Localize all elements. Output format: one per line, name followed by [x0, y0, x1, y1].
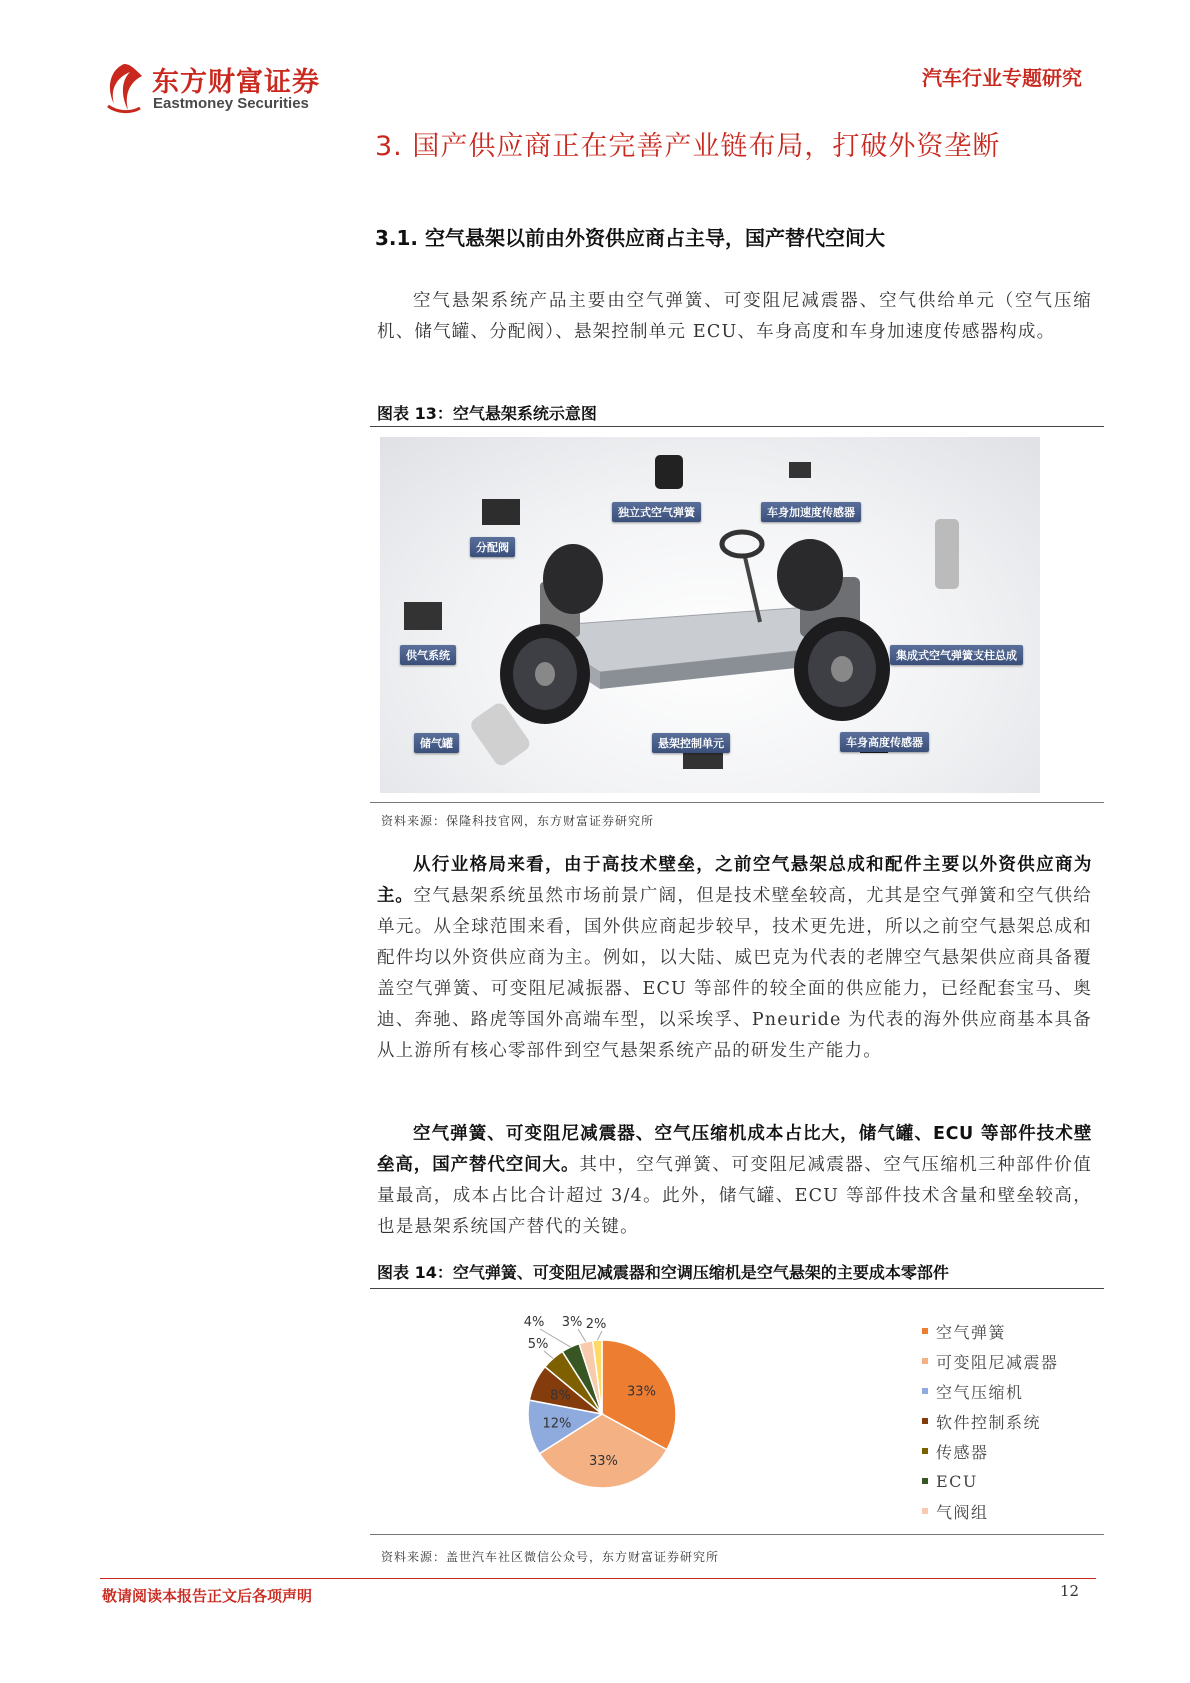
- label-air-supply-system: 供气系统: [400, 645, 456, 665]
- pie-legend: [922, 1316, 1059, 1526]
- legend-swatch: [922, 1328, 928, 1334]
- legend-label: 气阀组: [936, 1502, 989, 1522]
- pie-leader-4: [544, 1351, 553, 1358]
- logo-chinese-name: 东方财富证券: [152, 67, 320, 98]
- label-independent-air-spring: 独立式空气弹簧: [612, 502, 701, 522]
- paragraph-bold-lead: 空气弹簧、可变阻尼减震器、空气压缩机成本占比大，储气罐、ECU 等部件技术壁垒高，国产替代空间大。: [377, 1124, 1092, 1175]
- legend-label: 软件控制系统: [936, 1412, 1042, 1432]
- legend-item-1: [922, 1346, 1059, 1376]
- paragraph-cost-structure: [377, 1119, 1092, 1243]
- pie-label-0: 33%: [627, 1384, 656, 1400]
- paragraph-text: 空气悬架系统产品主要由空气弹簧、可变阻尼减震器、空气供给单元（空气压缩机、储气罐、分配阀）、悬架控制单元 ECU、车身高度和车身加速度传感器构成。: [377, 291, 1092, 342]
- page-number: 12: [1060, 1582, 1080, 1600]
- legend-item-6: [922, 1496, 1059, 1526]
- figure-top-rule: [370, 426, 1104, 427]
- label-air-tank: 储气罐: [414, 733, 459, 753]
- footer-disclaimer: 敬请阅读本报告正文后各项声明: [102, 1587, 313, 1605]
- paragraph-text: 空气悬架系统虽然市场前景广阔，但是技术壁垒较高，尤其是空气弹簧和空气供给单元。从全球范围来看，国外供应商起步较早，技术更先进，所以之前空气悬架总成和配件均以外资供应商为主。例如，以大陆、威巴克为代表的老牌空气悬架供应商具备覆盖空气弹簧、可变阻尼减振器、ECU 等部件的较全面的供应能力，已经配套宝马、奥迪、奔驰、路虎等国外高端车型，以采埃孚、Pneuride 为代表的海外供应商基本具备从上游所有核心零部件到空气悬架系统产品的研发生产能力。: [377, 886, 1093, 1061]
- eastmoney-logo-icon: [100, 60, 148, 116]
- pie-label-7: 2%: [585, 1317, 607, 1332]
- figure-top-rule: [370, 1288, 1104, 1289]
- logo-english-name: Eastmoney Securities: [153, 95, 309, 112]
- label-distribution-valve: 分配阀: [470, 537, 515, 557]
- pie-label-1: 33%: [588, 1453, 618, 1469]
- label-acceleration-sensor: 车身加速度传感器: [761, 502, 861, 522]
- air-suspension-diagram: [380, 437, 1040, 793]
- pie-label-2: 12%: [542, 1416, 572, 1432]
- company-logo: [100, 60, 345, 116]
- label-suspension-ecu: 悬架控制单元: [652, 733, 730, 753]
- pie-label-5: 4%: [523, 1315, 545, 1330]
- paragraph-text: 其中，空气弹簧、可变阻尼减震器、空气压缩机三种部件价值量最高，成本占比合计超过 3/4。此外，储气罐、ECU 等部件技术含量和壁垒较高，也是悬架系统国产替代的关键。: [377, 1155, 1092, 1237]
- legend-label: ECU: [936, 1471, 978, 1491]
- pie-label-3: 8%: [550, 1388, 571, 1404]
- cost-pie-chart: [520, 1300, 760, 1520]
- legend-label: 空气压缩机: [936, 1382, 1024, 1402]
- legend-item-5: [922, 1466, 1059, 1496]
- pie-leader-6: [578, 1329, 586, 1342]
- legend-swatch: [922, 1418, 928, 1424]
- legend-label: 传感器: [936, 1442, 989, 1462]
- legend-item-4: [922, 1436, 1059, 1466]
- paragraph-bold-lead: 从行业格局来看，由于高技术壁垒，之前空气悬架总成和配件主要以外资供应商为主。: [377, 855, 1092, 906]
- report-type-title: 汽车行业专题研究: [922, 66, 1082, 90]
- legend-label: 可变阻尼减震器: [936, 1352, 1059, 1372]
- figure-bottom-rule: [370, 1534, 1104, 1535]
- legend-swatch: [922, 1478, 928, 1484]
- legend-swatch: [922, 1508, 928, 1514]
- label-height-sensor: 车身高度传感器: [840, 732, 929, 752]
- pie-label-6: 3%: [561, 1315, 583, 1330]
- wheel-front-left: [794, 617, 890, 721]
- paragraph-industry-landscape: [377, 850, 1092, 1067]
- paragraph-components: [377, 286, 1092, 348]
- figure-13-title: 图表 13：空气悬架系统示意图: [377, 404, 597, 423]
- legend-label: 空气弹簧: [936, 1322, 1007, 1342]
- figure-13-source: 资料来源：保隆科技官网，东方财富证券研究所: [381, 814, 655, 828]
- figure-14-source: 资料来源：盖世汽车社区微信公众号，东方财富证券研究所: [381, 1550, 720, 1564]
- label-integrated-strut: 集成式空气弹簧支柱总成: [890, 645, 1023, 665]
- subsection-heading: 3.1. 空气悬架以前由外资供应商占主导，国产替代空间大: [375, 226, 885, 250]
- figure-14-title: 图表 14：空气弹簧、可变阻尼减震器和空调压缩机是空气悬架的主要成本零部件: [377, 1263, 949, 1282]
- pie-label-4: 5%: [527, 1337, 549, 1352]
- legend-swatch: [922, 1388, 928, 1394]
- legend-item-3: [922, 1406, 1059, 1436]
- legend-swatch: [922, 1358, 928, 1364]
- figure-bottom-rule: [370, 802, 1104, 803]
- legend-item-2: [922, 1376, 1059, 1406]
- footer-rule: [100, 1578, 1096, 1579]
- wheel-rear-left: [500, 624, 590, 724]
- legend-item-0: [922, 1316, 1059, 1346]
- section-heading: 3. 国产供应商正在完善产业链布局，打破外资垄断: [375, 131, 1001, 162]
- pie-leader-7: [597, 1331, 602, 1340]
- legend-swatch: [922, 1448, 928, 1454]
